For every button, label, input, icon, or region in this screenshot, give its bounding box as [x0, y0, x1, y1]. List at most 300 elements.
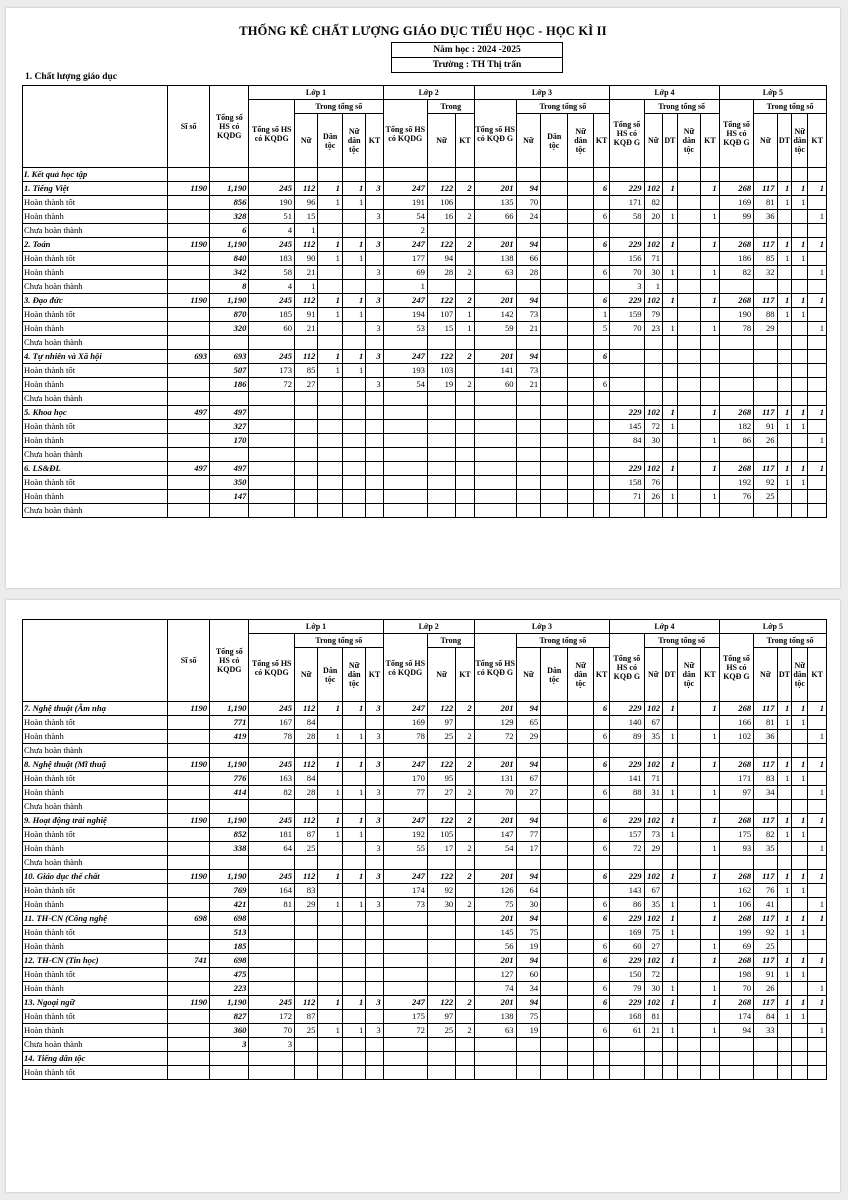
- data-cell: 103: [427, 364, 455, 378]
- data-cell: 75: [474, 898, 516, 912]
- data-cell: 2: [456, 814, 475, 828]
- data-cell: [342, 378, 365, 392]
- data-cell: [808, 504, 827, 518]
- data-cell: 54: [383, 210, 427, 224]
- header-grade-2: Lớp 2: [383, 620, 474, 634]
- row-label: Hoàn thành tốt: [23, 364, 168, 378]
- data-cell: 81: [249, 898, 295, 912]
- row-label: Hoàn thành tốt: [23, 772, 168, 786]
- data-cell: 2: [456, 730, 475, 744]
- data-cell: [294, 504, 317, 518]
- data-cell: [644, 168, 662, 182]
- data-cell: [677, 870, 700, 884]
- header-grade-total: Tổng số HS có KQDG: [383, 100, 427, 168]
- data-cell: [427, 448, 455, 462]
- data-cell: [808, 744, 827, 758]
- data-cell: [383, 1052, 427, 1066]
- table-row: [23, 462, 827, 476]
- data-cell: [610, 350, 644, 364]
- data-cell: [516, 392, 541, 406]
- data-cell: 1: [342, 294, 365, 308]
- si-so-cell: [168, 800, 210, 814]
- data-cell: [541, 336, 568, 350]
- data-cell: [610, 504, 644, 518]
- data-cell: 3: [366, 322, 383, 336]
- data-cell: 1: [808, 954, 827, 968]
- data-cell: [516, 1066, 541, 1080]
- data-cell: [663, 280, 678, 294]
- data-cell: 84: [294, 716, 317, 730]
- header-subcolumn: KT: [701, 114, 720, 168]
- data-cell: [663, 378, 678, 392]
- data-cell: 25: [754, 940, 777, 954]
- data-cell: 1: [792, 772, 808, 786]
- data-cell: 27: [644, 940, 662, 954]
- table-row: [23, 954, 827, 968]
- data-cell: [568, 912, 594, 926]
- data-cell: [808, 336, 827, 350]
- row-label: Chưa hoàn thành: [23, 1038, 168, 1052]
- data-cell: 1: [808, 462, 827, 476]
- total-cell: 1,190: [210, 870, 249, 884]
- data-cell: 1: [663, 898, 678, 912]
- data-cell: 102: [644, 870, 662, 884]
- data-cell: [456, 954, 475, 968]
- header-total-students: Tổng số HS có KQDG: [210, 86, 249, 168]
- row-label: 11. TH-CN (Công nghệ: [23, 912, 168, 926]
- data-cell: 1: [792, 954, 808, 968]
- data-cell: [427, 856, 455, 870]
- header-grade-4: Lớp 4: [610, 86, 720, 100]
- data-cell: 245: [249, 182, 295, 196]
- data-cell: 112: [294, 758, 317, 772]
- data-cell: [249, 912, 295, 926]
- data-cell: [568, 420, 594, 434]
- data-cell: [677, 462, 700, 476]
- data-cell: [456, 1052, 475, 1066]
- si-so-cell: [168, 982, 210, 996]
- table-row: [23, 420, 827, 434]
- data-cell: 174: [383, 884, 427, 898]
- data-cell: 1: [808, 730, 827, 744]
- data-cell: 35: [644, 730, 662, 744]
- data-cell: [366, 280, 383, 294]
- data-cell: 6: [594, 898, 610, 912]
- data-cell: [318, 1052, 343, 1066]
- data-cell: 147: [474, 828, 516, 842]
- data-cell: [677, 716, 700, 730]
- header-subcolumn: Dân tộc: [318, 114, 343, 168]
- table-row: [23, 378, 827, 392]
- data-cell: 245: [249, 758, 295, 772]
- data-cell: 71: [644, 252, 662, 266]
- data-cell: [663, 252, 678, 266]
- total-cell: 6: [210, 224, 249, 238]
- data-cell: 117: [754, 238, 777, 252]
- data-cell: 169: [719, 196, 753, 210]
- data-cell: [777, 982, 792, 996]
- data-cell: [677, 168, 700, 182]
- row-label: Chưa hoàn thành: [23, 800, 168, 814]
- header-subcolumn: DT: [663, 114, 678, 168]
- data-cell: [568, 1010, 594, 1024]
- header-subcolumn: Nữ: [754, 648, 777, 702]
- data-cell: 1: [777, 308, 792, 322]
- data-cell: 1: [701, 322, 720, 336]
- data-cell: [516, 168, 541, 182]
- data-cell: 3: [366, 786, 383, 800]
- data-cell: [294, 490, 317, 504]
- data-cell: [644, 364, 662, 378]
- data-cell: 6: [594, 730, 610, 744]
- data-cell: [663, 476, 678, 490]
- data-cell: 1: [792, 476, 808, 490]
- data-cell: 26: [644, 490, 662, 504]
- data-cell: 63: [474, 1024, 516, 1038]
- data-cell: 159: [610, 308, 644, 322]
- si-so-cell: [168, 884, 210, 898]
- data-cell: 1: [808, 814, 827, 828]
- table-row: [23, 716, 827, 730]
- data-cell: 1: [318, 308, 343, 322]
- header-subcolumn: DT: [777, 648, 792, 702]
- data-cell: 6: [594, 238, 610, 252]
- data-cell: 1: [792, 758, 808, 772]
- data-cell: [777, 490, 792, 504]
- total-cell: [210, 744, 249, 758]
- total-cell: 320: [210, 322, 249, 336]
- data-cell: 81: [644, 1010, 662, 1024]
- data-cell: [594, 800, 610, 814]
- data-cell: 268: [719, 814, 753, 828]
- data-cell: [644, 378, 662, 392]
- data-cell: [594, 406, 610, 420]
- data-cell: 186: [719, 252, 753, 266]
- data-cell: 92: [754, 476, 777, 490]
- data-cell: [663, 940, 678, 954]
- table-row: [23, 828, 827, 842]
- data-cell: 55: [383, 842, 427, 856]
- data-cell: [342, 434, 365, 448]
- header-subtotal-label: Trong tổng số: [516, 634, 610, 648]
- data-cell: [701, 716, 720, 730]
- header-subtotal-label: Trong tổng số: [294, 634, 383, 648]
- data-cell: 164: [249, 884, 295, 898]
- data-cell: 23: [644, 322, 662, 336]
- row-label: Hoàn thành tốt: [23, 308, 168, 322]
- data-cell: 86: [610, 898, 644, 912]
- row-label: 9. Hoạt động trải nghiệ: [23, 814, 168, 828]
- data-cell: [719, 744, 753, 758]
- data-cell: 1: [808, 758, 827, 772]
- data-cell: [701, 1066, 720, 1080]
- data-cell: [318, 982, 343, 996]
- data-cell: 247: [383, 814, 427, 828]
- data-cell: 72: [644, 968, 662, 982]
- data-cell: 81: [754, 196, 777, 210]
- data-cell: 1: [701, 462, 720, 476]
- data-cell: 91: [294, 308, 317, 322]
- data-cell: [318, 322, 343, 336]
- data-cell: 142: [474, 308, 516, 322]
- data-cell: [342, 448, 365, 462]
- si-so-cell: [168, 1010, 210, 1024]
- data-cell: [568, 504, 594, 518]
- data-cell: 19: [427, 378, 455, 392]
- row-label: Hoàn thành tốt: [23, 926, 168, 940]
- data-cell: [342, 336, 365, 350]
- data-cell: [249, 476, 295, 490]
- total-cell: 856: [210, 196, 249, 210]
- data-cell: [568, 336, 594, 350]
- data-cell: 102: [644, 912, 662, 926]
- si-so-cell: [168, 772, 210, 786]
- data-cell: 74: [474, 982, 516, 996]
- data-cell: 87: [294, 1010, 317, 1024]
- data-cell: [677, 196, 700, 210]
- data-cell: [777, 280, 792, 294]
- data-cell: 1: [294, 280, 317, 294]
- data-cell: [792, 800, 808, 814]
- data-cell: 2: [456, 898, 475, 912]
- si-so-cell: [168, 378, 210, 392]
- data-cell: [318, 224, 343, 238]
- data-cell: [792, 856, 808, 870]
- data-cell: 112: [294, 996, 317, 1010]
- data-cell: 1: [342, 828, 365, 842]
- total-cell: [210, 448, 249, 462]
- data-cell: [663, 336, 678, 350]
- data-cell: 247: [383, 350, 427, 364]
- data-cell: 1: [342, 364, 365, 378]
- table-row: [23, 336, 827, 350]
- header-subtotal-label: Trong: [427, 634, 474, 648]
- data-cell: 1: [701, 912, 720, 926]
- data-cell: 122: [427, 350, 455, 364]
- data-cell: [366, 196, 383, 210]
- data-cell: 3: [366, 702, 383, 716]
- data-cell: 2: [456, 350, 475, 364]
- data-cell: 245: [249, 238, 295, 252]
- data-cell: 1: [792, 182, 808, 196]
- data-cell: 15: [294, 210, 317, 224]
- row-label: Hoàn thành: [23, 842, 168, 856]
- data-cell: 3: [366, 378, 383, 392]
- data-cell: 117: [754, 462, 777, 476]
- data-cell: 122: [427, 814, 455, 828]
- data-cell: [541, 224, 568, 238]
- data-cell: 122: [427, 182, 455, 196]
- data-cell: [456, 420, 475, 434]
- data-cell: [427, 1038, 455, 1052]
- data-cell: 170: [383, 772, 427, 786]
- data-cell: [677, 702, 700, 716]
- data-cell: 1: [701, 434, 720, 448]
- data-cell: 117: [754, 996, 777, 1010]
- data-cell: 171: [719, 772, 753, 786]
- header-subcolumn: KT: [594, 114, 610, 168]
- data-cell: [456, 476, 475, 490]
- data-cell: [366, 1038, 383, 1052]
- data-cell: [777, 744, 792, 758]
- data-cell: 84: [754, 1010, 777, 1024]
- data-cell: [366, 406, 383, 420]
- data-cell: [792, 1024, 808, 1038]
- data-cell: [318, 926, 343, 940]
- data-cell: 102: [644, 182, 662, 196]
- data-cell: 1: [701, 1024, 720, 1038]
- data-cell: 268: [719, 996, 753, 1010]
- data-cell: 83: [754, 772, 777, 786]
- data-cell: 94: [516, 350, 541, 364]
- data-cell: 30: [516, 898, 541, 912]
- data-cell: [644, 1066, 662, 1080]
- data-cell: [777, 210, 792, 224]
- data-cell: 245: [249, 814, 295, 828]
- data-cell: [701, 884, 720, 898]
- data-cell: [541, 968, 568, 982]
- total-cell: [210, 392, 249, 406]
- data-cell: 1: [808, 266, 827, 280]
- data-cell: [342, 476, 365, 490]
- data-cell: [541, 378, 568, 392]
- data-cell: 1: [777, 294, 792, 308]
- data-cell: [318, 448, 343, 462]
- data-cell: [541, 954, 568, 968]
- data-cell: [568, 238, 594, 252]
- data-cell: 102: [644, 814, 662, 828]
- data-cell: [677, 490, 700, 504]
- data-cell: [701, 744, 720, 758]
- data-cell: [366, 744, 383, 758]
- data-cell: 163: [249, 772, 295, 786]
- data-cell: 6: [594, 182, 610, 196]
- data-cell: 199: [719, 926, 753, 940]
- data-cell: 102: [719, 730, 753, 744]
- data-cell: [701, 392, 720, 406]
- data-cell: [427, 744, 455, 758]
- data-cell: 201: [474, 996, 516, 1010]
- data-cell: [777, 842, 792, 856]
- data-cell: 92: [427, 884, 455, 898]
- data-cell: 1: [663, 462, 678, 476]
- data-cell: [427, 280, 455, 294]
- data-cell: [808, 168, 827, 182]
- row-label: 12. TH-CN (Tin học): [23, 954, 168, 968]
- data-cell: [754, 224, 777, 238]
- data-cell: 25: [754, 490, 777, 504]
- data-cell: [663, 308, 678, 322]
- data-cell: [568, 702, 594, 716]
- data-cell: [342, 1038, 365, 1052]
- data-cell: 1: [663, 954, 678, 968]
- data-cell: 1: [701, 490, 720, 504]
- data-cell: 247: [383, 870, 427, 884]
- data-cell: 88: [754, 308, 777, 322]
- data-cell: [427, 406, 455, 420]
- total-cell: 186: [210, 378, 249, 392]
- data-cell: 1: [808, 898, 827, 912]
- si-so-cell: [168, 308, 210, 322]
- data-cell: 1: [777, 702, 792, 716]
- si-so-cell: [168, 716, 210, 730]
- data-cell: 268: [719, 238, 753, 252]
- data-cell: 21: [294, 266, 317, 280]
- data-cell: 1: [318, 828, 343, 842]
- header-subcolumn: Dân tộc: [541, 648, 568, 702]
- header-subcolumn: Nữ: [516, 648, 541, 702]
- data-cell: 229: [610, 182, 644, 196]
- data-cell: 201: [474, 294, 516, 308]
- data-cell: [777, 940, 792, 954]
- data-cell: 122: [427, 758, 455, 772]
- data-cell: [342, 912, 365, 926]
- data-cell: [808, 392, 827, 406]
- data-cell: 1: [342, 350, 365, 364]
- data-cell: [677, 814, 700, 828]
- data-cell: [568, 462, 594, 476]
- data-cell: 1: [701, 266, 720, 280]
- data-cell: [754, 1038, 777, 1052]
- data-cell: 1: [318, 182, 343, 196]
- header-grade-total: Tổng số HS có KQĐ G: [719, 634, 753, 702]
- data-cell: [427, 490, 455, 504]
- data-cell: 2: [456, 1024, 475, 1038]
- data-cell: 1: [808, 210, 827, 224]
- data-cell: [677, 504, 700, 518]
- data-cell: [754, 1052, 777, 1066]
- data-cell: 6: [594, 702, 610, 716]
- row-label: Hoàn thành: [23, 322, 168, 336]
- row-label: Hoàn thành: [23, 982, 168, 996]
- data-cell: [719, 1052, 753, 1066]
- data-cell: 1: [318, 898, 343, 912]
- data-cell: [792, 378, 808, 392]
- data-cell: 1: [663, 828, 678, 842]
- header-subcolumn: Nữ dân tộc: [792, 648, 808, 702]
- data-cell: 1: [644, 280, 662, 294]
- data-cell: 1: [701, 758, 720, 772]
- data-cell: [249, 800, 295, 814]
- data-cell: [594, 968, 610, 982]
- data-cell: [663, 350, 678, 364]
- data-cell: 1: [777, 968, 792, 982]
- data-cell: 229: [610, 758, 644, 772]
- total-cell: 419: [210, 730, 249, 744]
- total-cell: [210, 336, 249, 350]
- data-cell: [792, 350, 808, 364]
- data-cell: [568, 350, 594, 364]
- data-cell: [754, 336, 777, 350]
- data-cell: 31: [644, 786, 662, 800]
- data-cell: 1: [663, 996, 678, 1010]
- data-cell: 122: [427, 294, 455, 308]
- header-grade-1: Lớp 1: [249, 86, 383, 100]
- data-cell: 193: [383, 364, 427, 378]
- data-cell: [719, 350, 753, 364]
- data-cell: 6: [594, 266, 610, 280]
- data-cell: 245: [249, 996, 295, 1010]
- data-cell: 247: [383, 996, 427, 1010]
- data-cell: [701, 350, 720, 364]
- data-cell: 27: [516, 786, 541, 800]
- table-row: [23, 898, 827, 912]
- data-cell: 30: [427, 898, 455, 912]
- data-cell: [808, 476, 827, 490]
- data-cell: [342, 716, 365, 730]
- data-cell: 6: [594, 912, 610, 926]
- data-cell: [541, 842, 568, 856]
